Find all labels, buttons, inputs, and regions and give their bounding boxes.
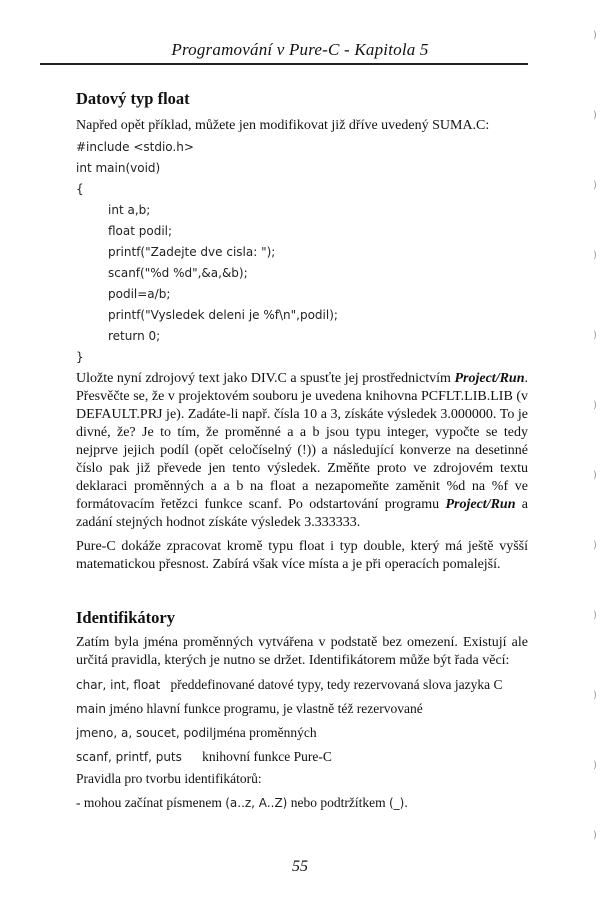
identifier-example <box>76 724 528 742</box>
code-line: float podil; <box>108 224 173 238</box>
running-header: Programování v Pure-C - Kapitola 5 <box>171 40 429 59</box>
explanation-paragraph <box>76 370 528 532</box>
code-line: printf("Vysledek deleni je %f\n",podil); <box>108 308 338 322</box>
text-run: a zadání stejných hodnot získáte výsledek 3.333333. <box>76 497 528 530</box>
code-line: scanf("%d %d",&a,&b); <box>108 266 248 280</box>
identifier-example <box>76 700 528 718</box>
page-content <box>76 89 528 812</box>
text-run: . Přesvěčte se, že v projektovém souboru je uvedena knihovna PCFLT.LIB.LIB (v DEFAULT.PRJ je). Zadáte-li např. čísla 10 a 3, získáte výsledek 3.000000. To je divné, že? Je to tím, že proměnné a a b jsou typu integer, vypočte se tedy nejprve jejich podíl (opět celočíselný (!)) a následující konverze na desetinné číslo pak již převede jen tento výsledek. Změňte proto ve zdrojovém textu deklaraci proměnných a a b na float a nezapomeňte zaměnit %d na %f ve formátovacím řetězci funkce scanf. Po odstartování programu <box>76 371 528 512</box>
identifiers-intro: Zatím byla jména proměnných vytvářena v podstatě bez omezení. Existují ale určitá pravidla, kterých je nutno se držet. Identifikátorem může být řada věcí: <box>76 635 528 668</box>
header-rule <box>40 63 528 65</box>
code-run: (_) <box>388 796 405 810</box>
identifier-desc: předdefinované datové typy, tedy rezervovaná slova jazyka C <box>160 677 503 692</box>
rules-heading: Pravidla pro tvorbu identifikátorů: <box>76 771 262 786</box>
identifier-desc: jméno hlavní funkce programu, je vlastně též rezervované <box>105 701 423 716</box>
identifier-code: scanf, printf, puts <box>76 750 182 764</box>
code-line: printf("Zadejte dve cisla: "); <box>108 245 276 259</box>
identifier-example <box>76 748 528 766</box>
code-line: #include <stdio.h> <box>76 140 194 154</box>
intro-paragraph: Napřed opět příklad, můžete jen modifikovat již dříve uvedený SUMA.C: <box>76 118 490 133</box>
rule-item <box>76 794 528 812</box>
code-line: } <box>76 350 84 364</box>
code-line: { <box>76 182 84 196</box>
code-line: return 0; <box>108 329 161 343</box>
identifier-desc: knihovní funkce Pure-C <box>181 749 332 764</box>
double-paragraph: Pure-C dokáže zpracovat kromě typu float i typ double, který má ještě vyšší matematickou přesnost. Zabírá však více místa a je při operacích pomalejší. <box>76 539 528 572</box>
section-heading-float: Datový typ float <box>76 89 190 108</box>
text-run: nebo podtržítkem <box>287 795 389 810</box>
identifier-desc: jména proměnných <box>212 725 317 740</box>
section-heading-identifiers: Identifikátory <box>76 608 175 627</box>
identifier-code: char, int, float <box>76 678 161 692</box>
menu-reference: Project/Run <box>454 371 525 386</box>
page-number: 55 <box>292 858 308 875</box>
text-run: Uložte nyní zdrojový text jako DIV.C a spusťte jej prostřednictvím <box>76 371 455 386</box>
code-listing <box>76 139 528 366</box>
text-run: . <box>404 795 408 810</box>
code-line: int main(void) <box>76 161 161 175</box>
code-line: int a,b; <box>108 203 151 217</box>
code-run: (a..z, A..Z) <box>225 796 288 810</box>
code-line: podil=a/b; <box>108 287 171 301</box>
text-run: - mohou začínat písmenem <box>76 795 226 810</box>
identifier-code: main <box>76 702 106 716</box>
bleed-through-edge: ) ) ) ) ) ) ) ) ) ) ) ) <box>593 30 597 841</box>
identifier-code: jmeno, a, soucet, podil <box>76 726 213 740</box>
identifier-example <box>76 676 528 694</box>
menu-reference: Project/Run <box>445 497 516 512</box>
